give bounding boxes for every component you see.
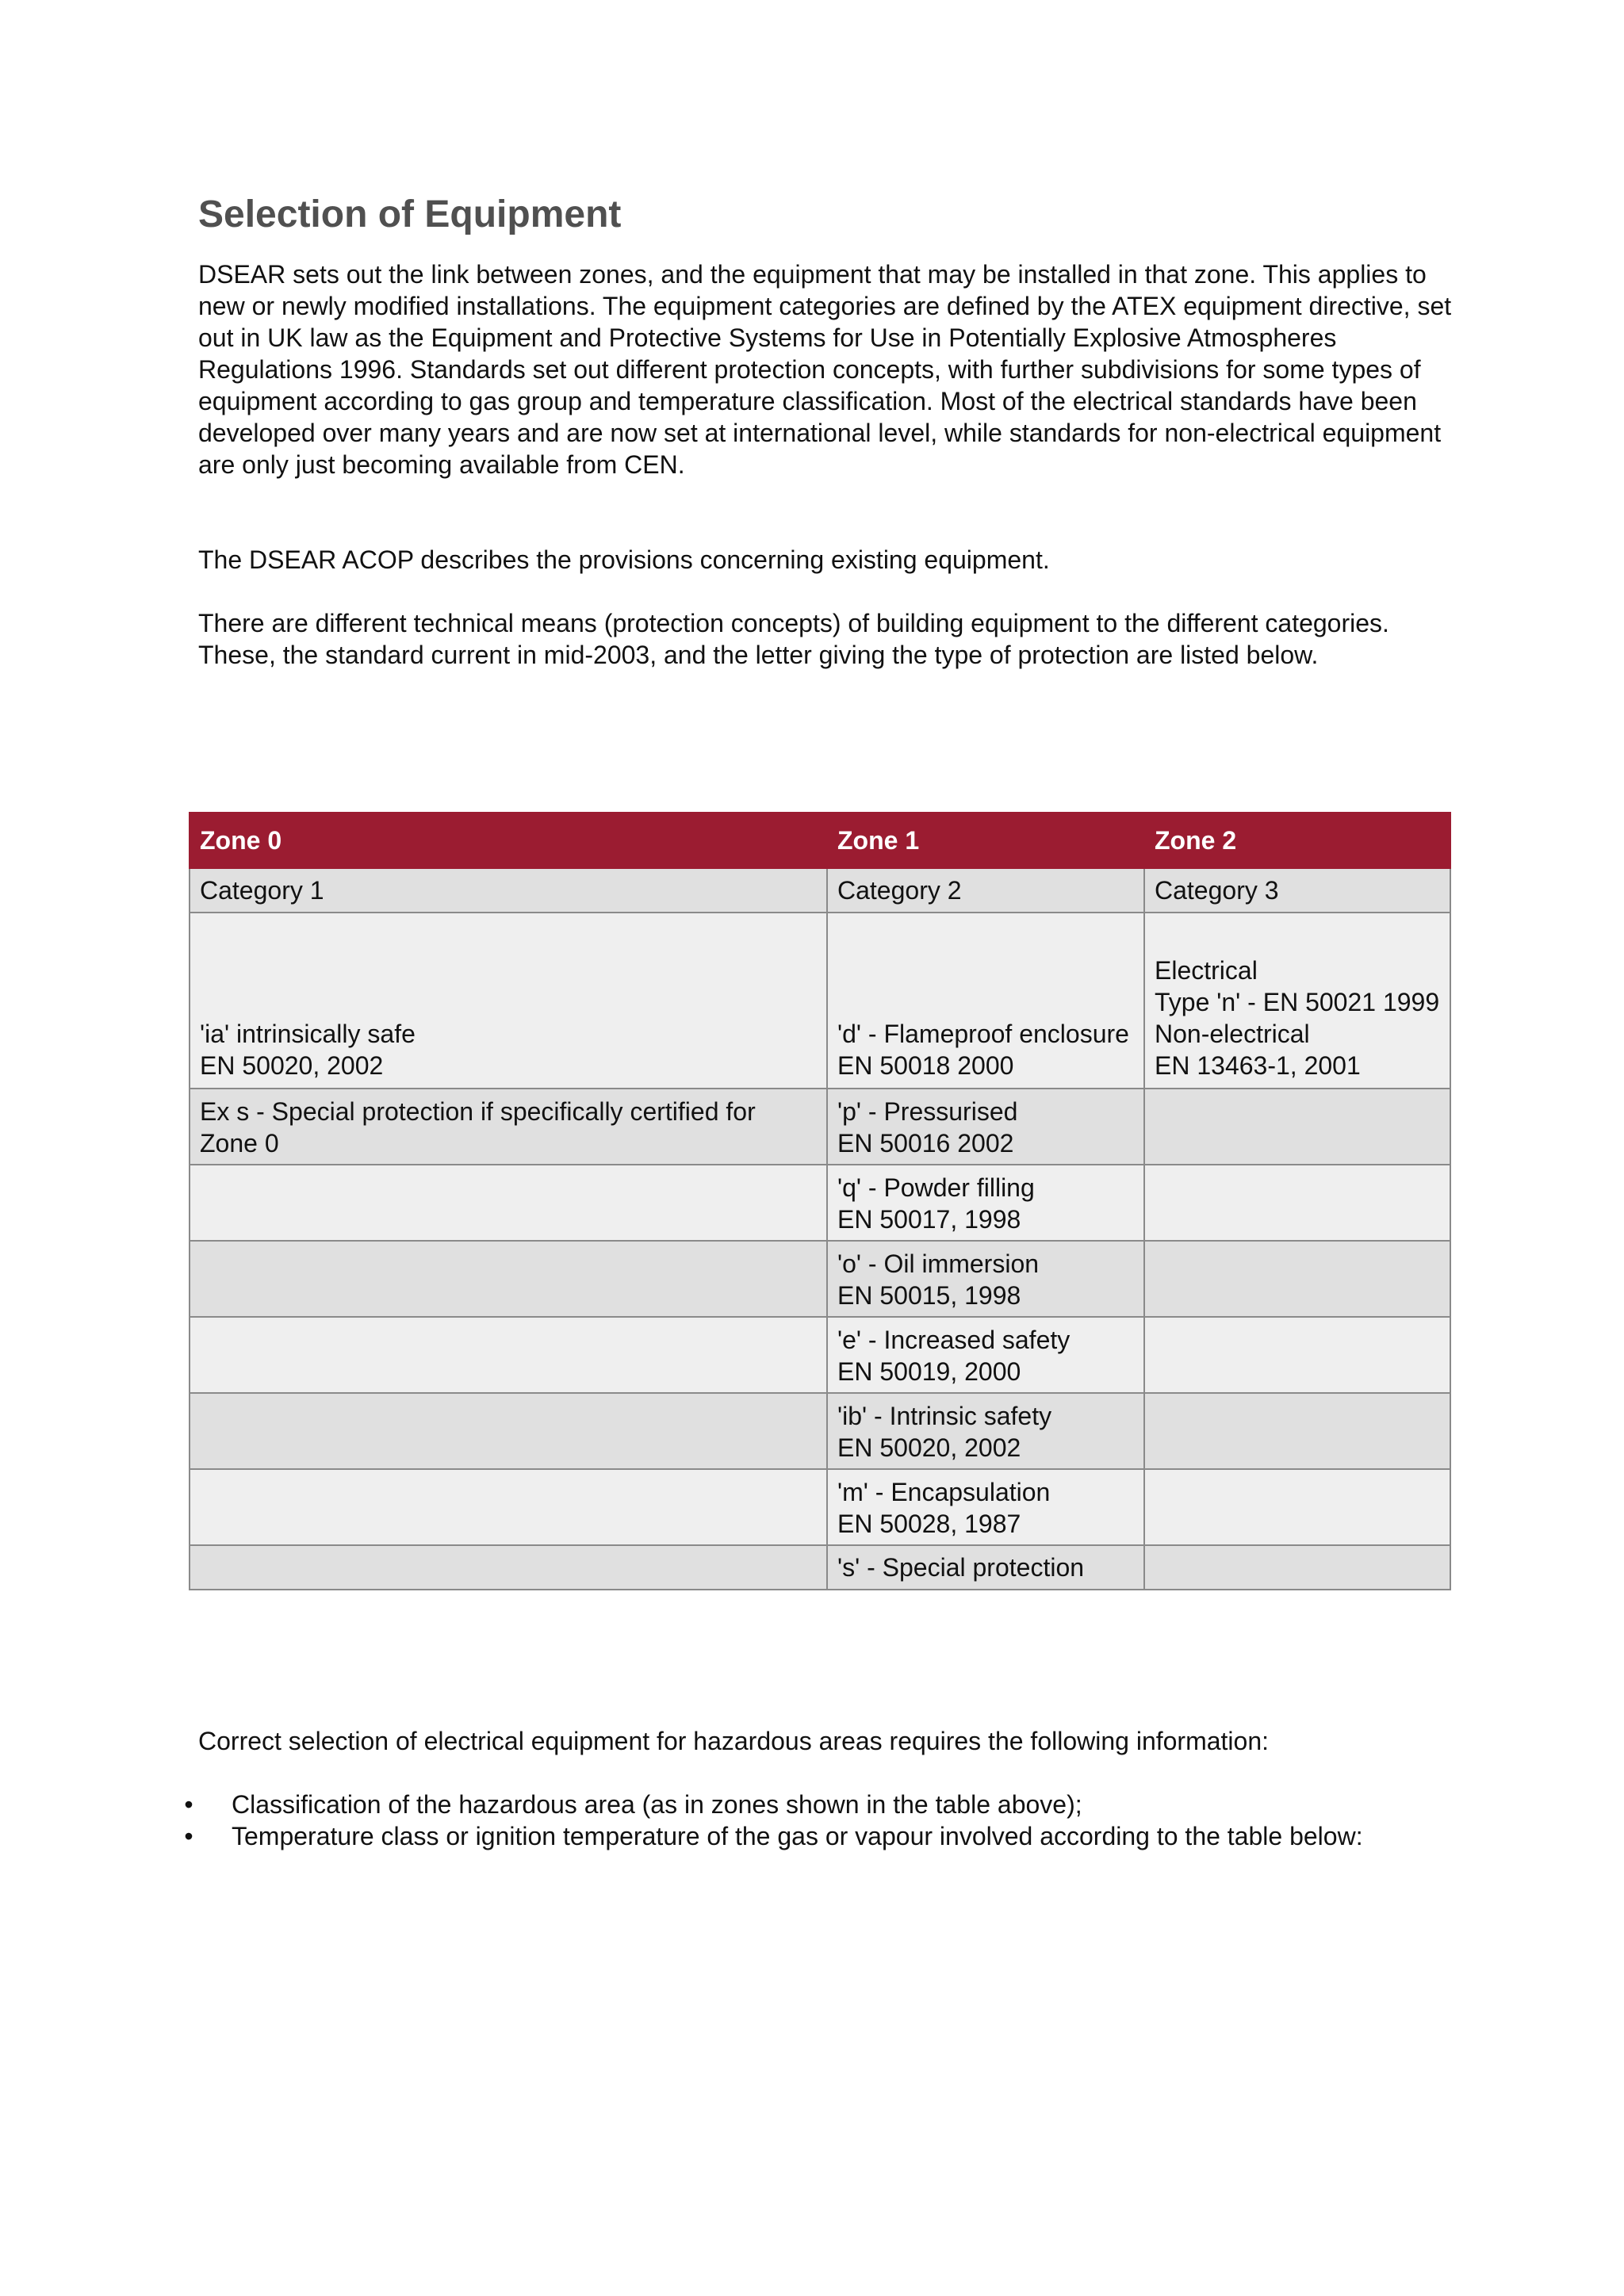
table-cell: [190, 1241, 827, 1317]
table-cell: [1144, 1317, 1450, 1393]
table-row: [190, 1241, 1450, 1317]
table-row: [190, 1317, 1450, 1393]
table-cell: [1144, 1241, 1450, 1317]
table-row: [190, 1545, 1450, 1590]
table-cell: [190, 1165, 827, 1241]
category-cell: Category 3: [1144, 868, 1450, 913]
table-cell: [190, 1393, 827, 1469]
table-cell: [1144, 1393, 1450, 1469]
table-row: [190, 1089, 1450, 1165]
acop-paragraph: The DSEAR ACOP describes the provisions concerning existing equipment.: [198, 545, 1050, 574]
table-cell: 's' - Special protection: [827, 1545, 1144, 1590]
table-row: [190, 913, 1450, 1089]
table-header-row: [190, 813, 1450, 868]
table-cell: 'd' - Flameproof enclosure EN 50018 2000: [827, 913, 1144, 1089]
table-cell: 'ib' - Intrinsic safety EN 50020, 2002: [827, 1393, 1144, 1469]
category-row: [190, 868, 1450, 913]
zone-equipment-table: [189, 812, 1451, 1590]
list-item-text: Temperature class or ignition temperature of the gas or vapour involved according to the table below:: [232, 1822, 1363, 1850]
table-row: [190, 1393, 1450, 1469]
table-cell: [190, 1469, 827, 1545]
table-cell: 'o' - Oil immersion EN 50015, 1998: [827, 1241, 1144, 1317]
table-cell: [1144, 1545, 1450, 1590]
table-cell: [190, 1317, 827, 1393]
requirements-list: [184, 1789, 1459, 1852]
table-cell: 'm' - Encapsulation EN 50028, 1987: [827, 1469, 1144, 1545]
page-title: Selection of Equipment: [198, 193, 622, 235]
list-item: [184, 1820, 1459, 1852]
table-cell: 'p' - Pressurised EN 50016 2002: [827, 1089, 1144, 1165]
list-item: [184, 1789, 1459, 1820]
intro-paragraph: DSEAR sets out the link between zones, and the equipment that may be installed in that zone. This applies to new or newly modified installations. The equipment categories are defined by the ATEX equipment directive, set out in UK law as the Equipment and Protective Systems for Use in Potentially Explosive Atmospheres Regulations 1996. Standards set out different protection concepts, with further subdivisions for some types of equipment according to gas group and temperature classification. Most of the electrical standards have been developed over many years and are now set at international level, while standards for non-electrical equipment are only just becoming available from CEN.: [198, 260, 1452, 479]
category-cell: Category 1: [190, 868, 827, 913]
table-cell: 'ia' intrinsically safe EN 50020, 2002: [190, 913, 827, 1089]
list-item-text: Classification of the hazardous area (as in zones shown in the table above);: [232, 1790, 1082, 1819]
bullet-icon: •: [184, 1822, 193, 1850]
table-cell: 'e' - Increased safety EN 50019, 2000: [827, 1317, 1144, 1393]
header-zone-0: Zone 0: [190, 813, 827, 868]
table-cell: Electrical Type 'n' - EN 50021 1999 Non-electrical EN 13463-1, 2001: [1144, 913, 1450, 1089]
category-cell: Category 2: [827, 868, 1144, 913]
bullet-icon: •: [184, 1790, 193, 1819]
table-cell: [1144, 1165, 1450, 1241]
protection-concepts-paragraph: There are different technical means (protection concepts) of building equipment to the different categories. These, the standard current in mid-2003, and the letter giving the type of protection are listed below.: [198, 609, 1389, 669]
selection-paragraph: Correct selection of electrical equipment for hazardous areas requires the following information:: [198, 1727, 1270, 1755]
table-cell: Ex s - Special protection if specifically certified for Zone 0: [190, 1089, 827, 1165]
table-row: [190, 1469, 1450, 1545]
table-cell: [190, 1545, 827, 1590]
table-cell: 'q' - Powder filling EN 50017, 1998: [827, 1165, 1144, 1241]
table-cell: [1144, 1089, 1450, 1165]
table-cell: [1144, 1469, 1450, 1545]
table-row: [190, 1165, 1450, 1241]
header-zone-2: Zone 2: [1144, 813, 1450, 868]
header-zone-1: Zone 1: [827, 813, 1144, 868]
